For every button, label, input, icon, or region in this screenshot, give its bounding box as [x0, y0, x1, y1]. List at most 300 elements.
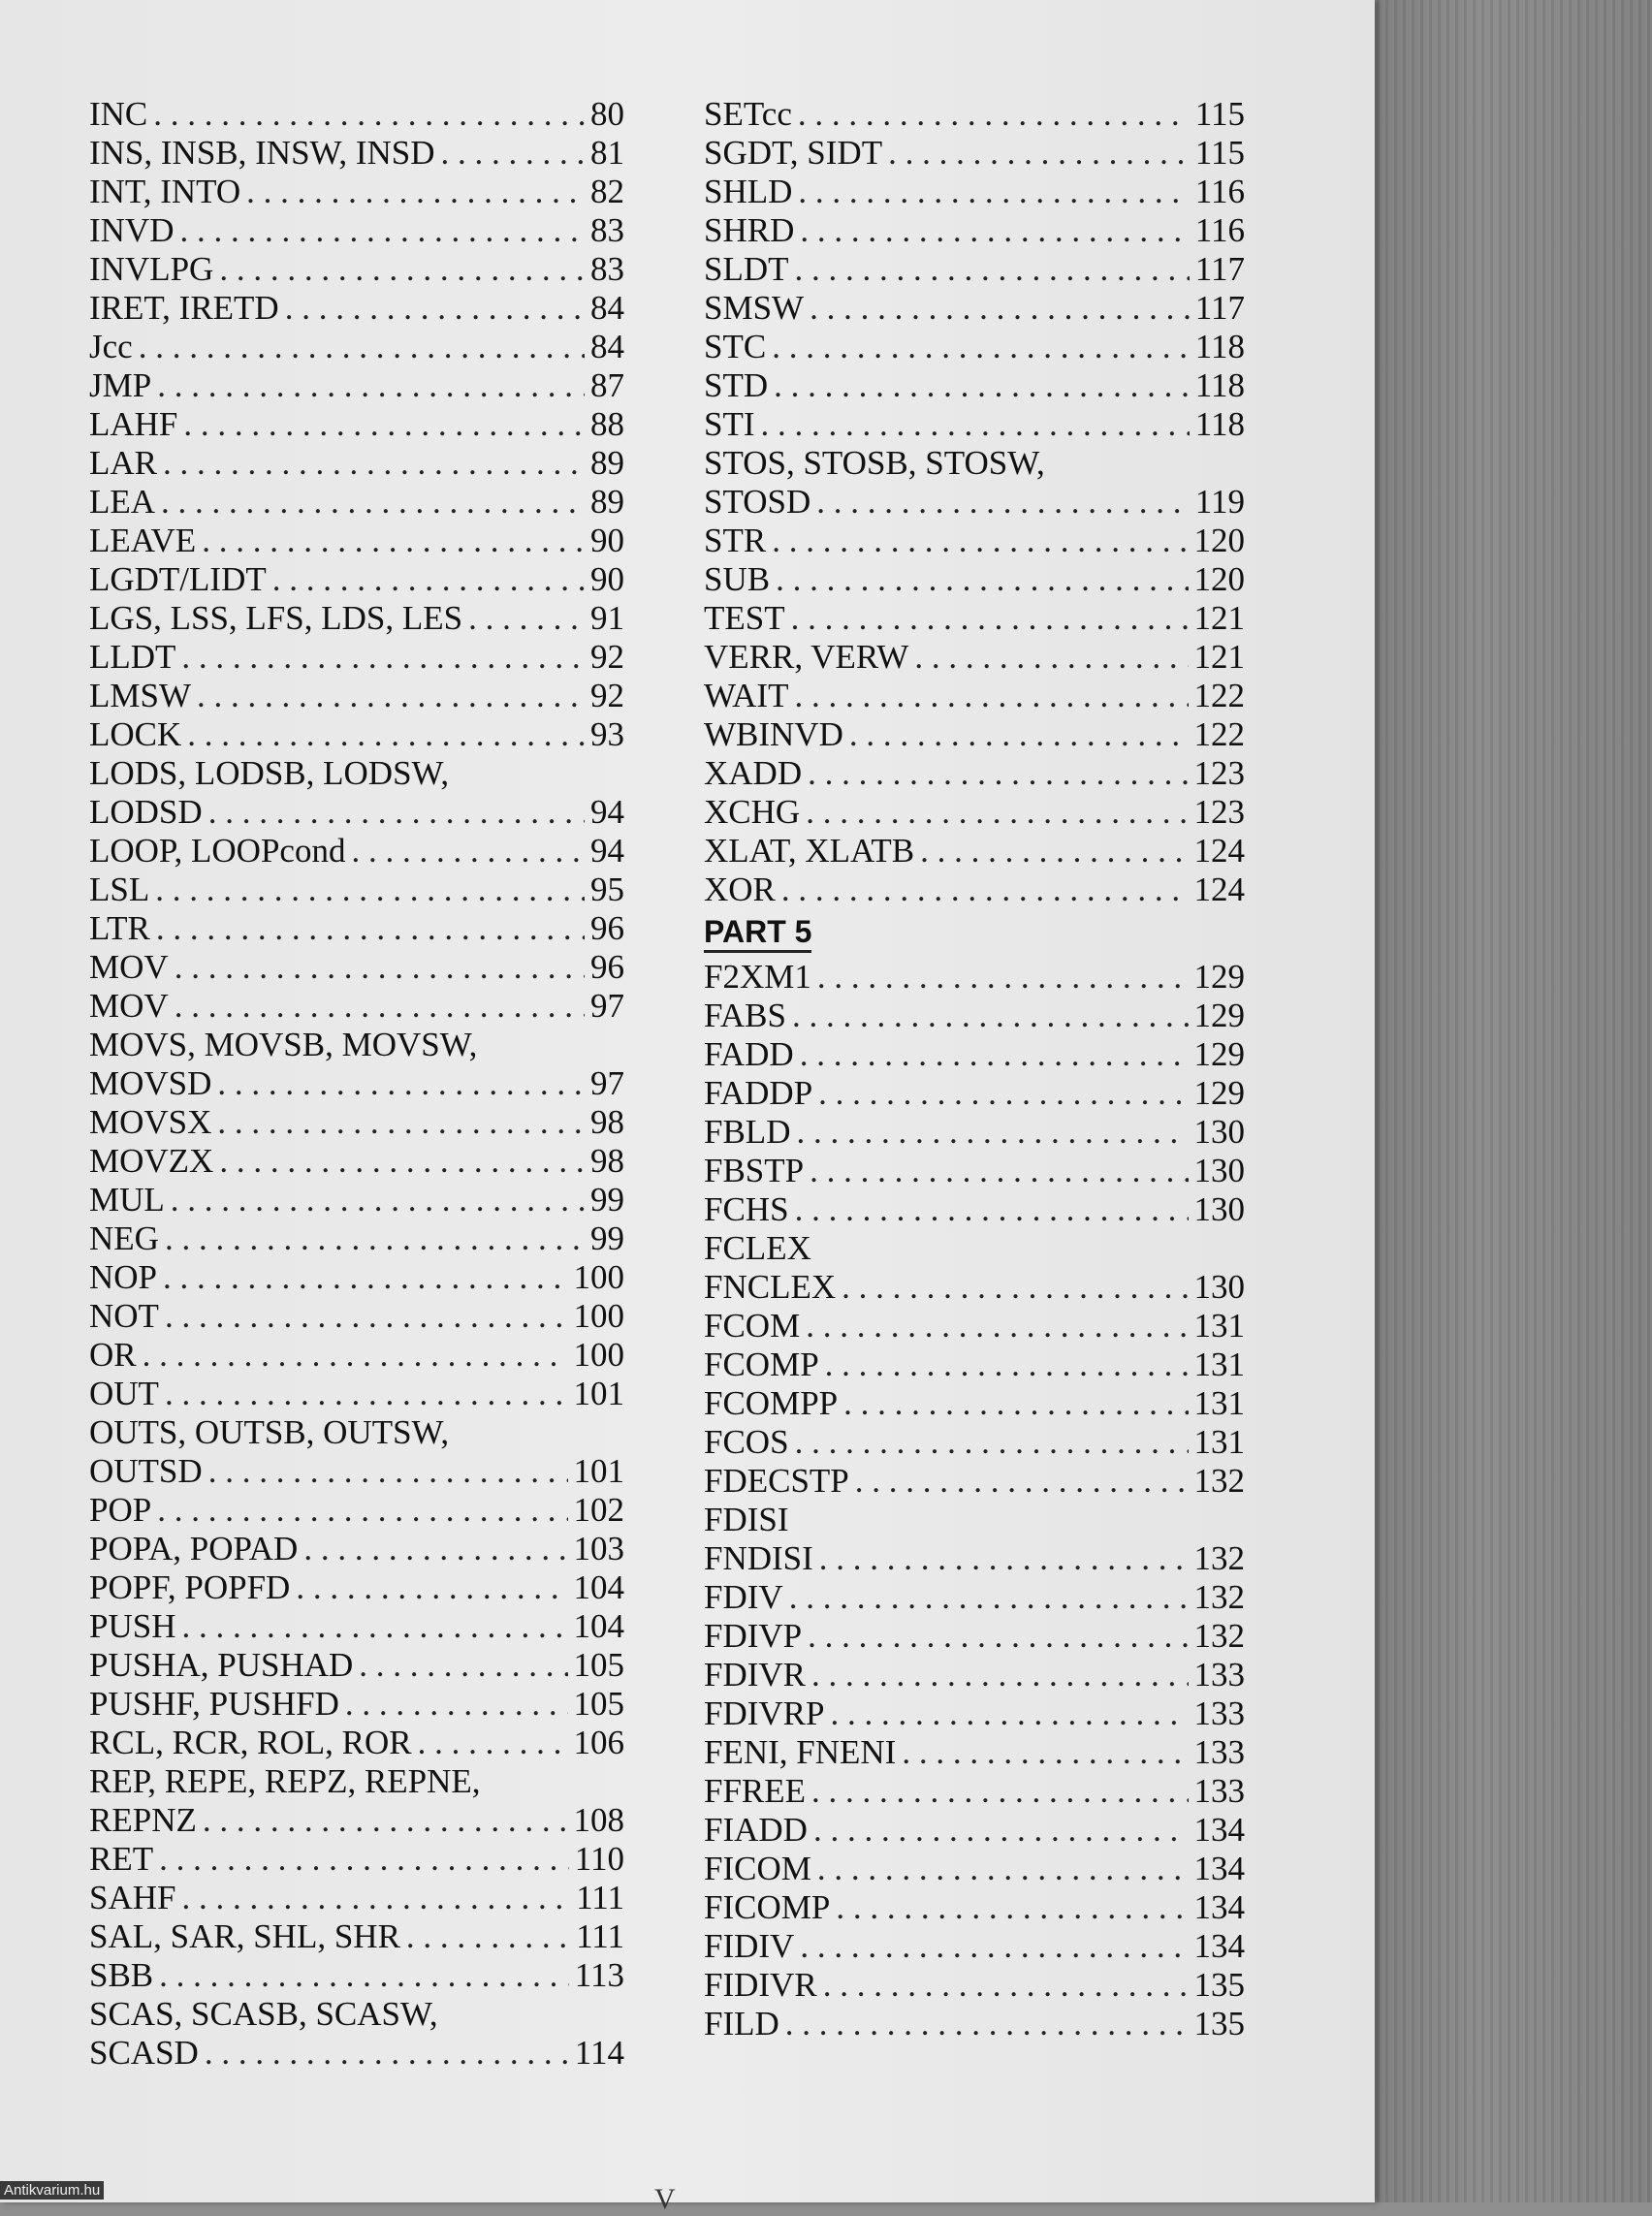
entry-name: SAL, SAR, SHL, SHR [89, 1917, 400, 1955]
entry-name: NOT [89, 1297, 159, 1335]
dot-leader [811, 1772, 1188, 1811]
entry-name: FNDISI [704, 1539, 813, 1577]
dot-leader [272, 560, 585, 599]
dot-leader [800, 1035, 1189, 1074]
entry-page-number: 103 [573, 1530, 624, 1567]
dot-leader [175, 948, 585, 987]
dot-leader [800, 211, 1189, 250]
index-entry [704, 1772, 1245, 1811]
entry-page-number: 134 [1193, 1850, 1245, 1887]
index-entry [89, 677, 624, 715]
index-entry [89, 1219, 624, 1258]
dot-leader [808, 754, 1188, 793]
entry-name: REPNZ [89, 1801, 197, 1839]
entry-name: VERR, VERW [704, 638, 909, 676]
entry-name: INT, INTO [89, 173, 241, 210]
dot-leader [157, 366, 585, 405]
entry-page-number: 120 [1193, 560, 1245, 598]
dot-leader [855, 1462, 1189, 1501]
index-entry [704, 1578, 1245, 1617]
dot-leader [155, 871, 585, 909]
dot-leader [181, 638, 585, 677]
entry-name: TEST [704, 599, 785, 637]
dot-leader [810, 1152, 1188, 1190]
dot-leader [197, 677, 585, 715]
entry-page-number: 104 [573, 1568, 624, 1606]
entry-page-number: 131 [1193, 1345, 1245, 1383]
entry-name: OUT [89, 1375, 159, 1412]
index-entry [704, 1462, 1245, 1501]
index-entry [704, 1617, 1245, 1656]
index-entry [89, 1995, 624, 2034]
entry-name: POPA, POPAD [89, 1530, 299, 1567]
entry-name: Jcc [89, 328, 133, 365]
index-entry [704, 1190, 1245, 1229]
dot-leader [808, 1617, 1188, 1656]
dot-leader [792, 997, 1189, 1035]
entry-page-number: 92 [590, 677, 624, 714]
entry-page-number: 105 [573, 1646, 624, 1684]
entry-name: SUB [704, 560, 771, 598]
dot-leader [418, 1724, 568, 1762]
entry-name: FNCLEX [704, 1268, 837, 1306]
entry-name: FENI, FNENI [704, 1733, 897, 1771]
entry-name: RCL, RCR, ROL, ROR [89, 1724, 412, 1761]
entry-page-number: 88 [590, 405, 624, 443]
index-entry [89, 250, 624, 289]
entry-page-number: 100 [573, 1336, 624, 1374]
entry-name: LEA [89, 483, 156, 521]
dot-leader [795, 1423, 1189, 1462]
index-entry [704, 1113, 1245, 1152]
index-entry [704, 1152, 1245, 1190]
index-entry [89, 638, 624, 677]
entry-page-number: 90 [590, 522, 624, 559]
dot-leader [914, 638, 1188, 677]
dot-leader [303, 1530, 567, 1568]
entry-name: XADD [704, 754, 803, 792]
entry-name: SCAS, SCASB, SCASW, [89, 1995, 438, 2033]
entry-name: FCOS [704, 1423, 789, 1461]
dot-leader [800, 1927, 1188, 1966]
entry-name: STI [704, 405, 755, 443]
entry-name: XLAT, XLATB [704, 832, 915, 870]
index-entry [704, 1850, 1245, 1888]
dot-leader [781, 871, 1189, 909]
entry-page-number: 95 [590, 871, 624, 908]
dot-leader [817, 1850, 1189, 1888]
dot-leader [181, 1879, 570, 1917]
index-entry [89, 1956, 624, 1995]
entry-page-number: 130 [1193, 1152, 1245, 1189]
entry-name: FADD [704, 1035, 794, 1073]
dot-leader [159, 1956, 569, 1995]
entry-page-number: 132 [1193, 1462, 1245, 1500]
dot-leader [813, 1811, 1189, 1850]
entry-page-number: 96 [590, 909, 624, 947]
index-entry [89, 987, 624, 1026]
entry-page-number: 132 [1193, 1617, 1245, 1655]
entry-name: FCOM [704, 1307, 801, 1345]
dot-leader [143, 1336, 568, 1375]
dot-leader [157, 1491, 567, 1530]
entry-page-number: 133 [1193, 1733, 1245, 1771]
dot-leader [785, 2005, 1189, 2043]
entry-page-number: 100 [573, 1258, 624, 1296]
dot-leader [810, 289, 1190, 328]
entry-page-number: 100 [573, 1297, 624, 1335]
entry-name: MUL [89, 1181, 165, 1219]
dot-leader [161, 483, 585, 522]
entry-name: OR [89, 1336, 137, 1374]
entry-name: SBB [89, 1956, 154, 1994]
index-entry [89, 134, 624, 173]
dot-leader [468, 599, 585, 638]
dot-leader [296, 1568, 567, 1607]
dot-leader [798, 173, 1189, 211]
entry-page-number: 129 [1193, 1074, 1245, 1112]
entry-name: WBINVD [704, 715, 843, 753]
index-entry [704, 638, 1245, 677]
index-entry [704, 1268, 1245, 1307]
entry-page-number: 118 [1194, 405, 1245, 443]
entry-page-number: 104 [573, 1607, 624, 1645]
dot-leader [179, 211, 585, 250]
entry-name: SGDT, SIDT [704, 134, 883, 172]
index-entry [89, 522, 624, 560]
entry-page-number: 89 [590, 483, 624, 521]
index-entry [89, 405, 624, 444]
dot-leader [217, 1064, 585, 1103]
dot-leader [165, 1219, 585, 1258]
entry-page-number: 135 [1193, 1966, 1245, 2004]
dot-leader [819, 1539, 1189, 1578]
entry-name: POPF, POPFD [89, 1568, 291, 1606]
entry-name: STC [704, 328, 767, 365]
entry-page-number: 132 [1193, 1539, 1245, 1577]
index-entry [89, 173, 624, 211]
dot-leader [830, 1694, 1188, 1733]
index-entry [704, 1966, 1245, 2005]
entry-page-number: 93 [590, 715, 624, 753]
index-entry [89, 1452, 624, 1491]
index-entry [704, 1345, 1245, 1384]
entry-name: MOV [89, 948, 169, 986]
entry-page-number: 134 [1193, 1927, 1245, 1965]
dot-leader [806, 1307, 1188, 1345]
entry-name: LGDT/LIDT [89, 560, 267, 598]
index-entry [704, 1384, 1245, 1423]
entry-page-number: 135 [1193, 2005, 1245, 2042]
entry-page-number: 83 [590, 211, 624, 249]
index-entry [704, 715, 1245, 754]
index-entry [704, 1811, 1245, 1850]
entry-name: INS, INSB, INSW, INSD [89, 134, 435, 172]
entry-name: OUTSD [89, 1452, 203, 1490]
dot-leader [825, 1345, 1189, 1384]
entry-page-number: 82 [590, 173, 624, 210]
entry-name: FDIV [704, 1578, 783, 1616]
index-entry [89, 909, 624, 948]
dot-leader [920, 832, 1188, 871]
index-entry [89, 483, 624, 522]
dot-leader [175, 987, 585, 1026]
dot-leader [902, 1733, 1188, 1772]
entry-name: FICOM [704, 1850, 811, 1887]
index-entry [704, 1539, 1245, 1578]
index-entry [89, 1762, 624, 1801]
dot-leader [219, 1142, 585, 1181]
index-entry [89, 1258, 624, 1297]
entry-name: LODSD [89, 793, 203, 831]
entry-name: LOCK [89, 715, 182, 753]
dot-leader [836, 1888, 1188, 1927]
index-entry [704, 95, 1245, 134]
dot-leader [345, 1685, 568, 1724]
entry-page-number: 129 [1193, 958, 1245, 996]
entry-name: INC [89, 95, 148, 133]
entry-name: LSL [89, 871, 150, 908]
entry-name: FBSTP [704, 1152, 805, 1189]
index-entry [89, 715, 624, 754]
entry-name: SLDT [704, 250, 789, 288]
entry-page-number: 121 [1193, 599, 1245, 637]
index-entry [704, 134, 1245, 173]
index-entry [89, 832, 624, 871]
entry-page-number: 83 [590, 250, 624, 288]
index-entry [89, 948, 624, 987]
entry-page-number: 115 [1194, 95, 1245, 133]
index-entry [89, 599, 624, 638]
entry-page-number: 101 [573, 1375, 624, 1412]
dot-leader [796, 1113, 1188, 1152]
entry-name: PUSHA, PUSHAD [89, 1646, 354, 1684]
index-entry [89, 1181, 624, 1219]
entry-page-number: 132 [1193, 1578, 1245, 1616]
entry-page-number: 102 [573, 1491, 624, 1529]
entry-name: FDIVR [704, 1656, 807, 1694]
entry-name: LAR [89, 444, 157, 482]
entry-name: LEAVE [89, 522, 197, 559]
dot-leader [774, 366, 1190, 405]
entry-page-number: 106 [573, 1724, 624, 1761]
entry-name: NOP [89, 1258, 158, 1296]
entry-name: STOS, STOSB, STOSW, [704, 444, 1045, 482]
entry-name: STR [704, 522, 767, 559]
entry-name: INVD [89, 211, 175, 249]
entry-name: LODS, LODSB, LODSW, [89, 754, 450, 792]
dot-leader [791, 599, 1189, 638]
entry-name: REP, REPE, REPZ, REPNE, [89, 1762, 481, 1800]
index-entry [89, 1413, 624, 1452]
index-entry [704, 211, 1245, 250]
entry-page-number: 129 [1193, 1035, 1245, 1073]
entry-name: FFREE [704, 1772, 807, 1810]
entry-name: LMSW [89, 677, 191, 714]
entry-name: WAIT [704, 677, 789, 714]
index-entry [89, 754, 624, 793]
dot-leader [843, 1384, 1188, 1423]
entry-page-number: 80 [590, 95, 624, 133]
index-entry [89, 1607, 624, 1646]
entry-name: JMP [89, 366, 152, 404]
entry-page-number: 92 [590, 638, 624, 676]
dot-leader [205, 2034, 569, 2073]
entry-name: SETcc [704, 95, 792, 133]
index-entry [704, 328, 1245, 366]
entry-name: FADDP [704, 1074, 813, 1112]
entry-name: LAHF [89, 405, 178, 443]
entry-name: MOVS, MOVSB, MOVSW, [89, 1026, 478, 1063]
wood-background [1375, 0, 1652, 2202]
index-entry [704, 444, 1245, 483]
index-entry [89, 1142, 624, 1181]
entry-name: OUTS, OUTSB, OUTSW, [89, 1413, 450, 1451]
entry-page-number: 111 [576, 1917, 624, 1955]
dot-leader [208, 793, 585, 832]
entry-page-number: 110 [574, 1840, 624, 1878]
entry-name: FDECSTP [704, 1462, 849, 1500]
entry-name: LGS, LSS, LFS, LDS, LES [89, 599, 463, 637]
dot-leader [806, 793, 1188, 832]
entry-page-number: 89 [590, 444, 624, 482]
dot-leader [165, 1297, 568, 1336]
index-entry [704, 250, 1245, 289]
right-index-column [704, 95, 1245, 2043]
index-entry [704, 1074, 1245, 1113]
entry-name: FBLD [704, 1113, 791, 1151]
entry-name: FCLEX [704, 1229, 811, 1267]
entry-name: STOSD [704, 483, 811, 521]
index-entry [89, 1724, 624, 1762]
entry-page-number: 133 [1193, 1656, 1245, 1694]
index-entry [89, 1646, 624, 1685]
entry-page-number: 133 [1193, 1694, 1245, 1732]
entry-page-number: 130 [1193, 1113, 1245, 1151]
entry-page-number: 131 [1193, 1423, 1245, 1461]
entry-page-number: 123 [1193, 754, 1245, 792]
entry-page-number: 87 [590, 366, 624, 404]
index-entry [89, 1297, 624, 1336]
index-entry [89, 444, 624, 483]
entry-page-number: 98 [590, 1103, 624, 1141]
page-folio: V [654, 2183, 676, 2215]
entry-name: SHLD [704, 173, 793, 210]
entry-name: FCOMP [704, 1345, 819, 1383]
entry-name: MOVZX [89, 1142, 214, 1180]
entry-name: XOR [704, 871, 776, 908]
entry-page-number: 118 [1194, 366, 1245, 404]
entry-page-number: 120 [1193, 522, 1245, 559]
dot-leader [203, 1801, 568, 1840]
entry-name: FABS [704, 997, 786, 1034]
entry-page-number: 99 [590, 1181, 624, 1219]
dot-leader [163, 1258, 567, 1297]
entry-name: SMSW [704, 289, 805, 327]
entry-page-number: 119 [1194, 483, 1245, 521]
entry-page-number: 130 [1193, 1190, 1245, 1228]
index-entry [704, 997, 1245, 1035]
entry-name: FIDIV [704, 1927, 795, 1965]
entry-page-number: 131 [1193, 1307, 1245, 1345]
dot-leader [181, 1607, 567, 1646]
entry-page-number: 124 [1193, 832, 1245, 870]
index-entry [89, 871, 624, 909]
entry-page-number: 116 [1194, 211, 1245, 249]
dot-leader [811, 1656, 1188, 1694]
dot-leader [795, 250, 1190, 289]
dot-leader [816, 483, 1190, 522]
entry-page-number: 113 [574, 1956, 624, 1994]
dot-leader [351, 832, 585, 871]
entry-name: SCASD [89, 2034, 199, 2072]
dot-leader [359, 1646, 567, 1685]
entry-page-number: 115 [1194, 134, 1245, 172]
entry-name: LTR [89, 909, 150, 947]
entry-page-number: 114 [574, 2034, 624, 2072]
index-entry [704, 2005, 1245, 2043]
entry-page-number: 94 [590, 832, 624, 870]
entry-name: PUSH [89, 1607, 176, 1645]
entry-page-number: 133 [1193, 1772, 1245, 1810]
index-entry [704, 483, 1245, 522]
dot-leader [795, 1190, 1189, 1229]
index-entry [89, 1879, 624, 1917]
entry-page-number: 84 [590, 328, 624, 365]
entry-name: FDIVRP [704, 1694, 825, 1732]
dot-leader [849, 715, 1189, 754]
entry-page-number: 111 [576, 1879, 624, 1916]
entry-name: STD [704, 366, 769, 404]
dot-leader [888, 134, 1190, 173]
index-entry [89, 1801, 624, 1840]
index-entry [89, 95, 624, 134]
dot-leader [772, 522, 1188, 560]
index-entry [89, 328, 624, 366]
index-entry [704, 1927, 1245, 1966]
index-entry [704, 1694, 1245, 1733]
dot-leader [187, 715, 585, 754]
dot-leader [818, 1074, 1188, 1113]
dot-leader [842, 1268, 1188, 1307]
index-entry [704, 754, 1245, 793]
entry-name: MOVSD [89, 1064, 212, 1102]
index-entry [704, 832, 1245, 871]
index-entry [89, 560, 624, 599]
dot-leader [406, 1917, 570, 1956]
dot-leader [285, 289, 585, 328]
dot-leader [171, 1181, 585, 1219]
index-entry [704, 958, 1245, 997]
entry-name: RET [89, 1840, 154, 1878]
index-entry [704, 366, 1245, 405]
entry-name: FDIVP [704, 1617, 803, 1655]
dot-leader [798, 95, 1190, 134]
entry-page-number: 116 [1194, 173, 1245, 210]
entry-name: MOVSX [89, 1103, 212, 1141]
index-entry [89, 1375, 624, 1413]
entry-name: FILD [704, 2005, 779, 2042]
left-index-column [89, 95, 624, 2073]
dot-leader [202, 522, 585, 560]
entry-page-number: 123 [1193, 793, 1245, 831]
entry-page-number: 122 [1193, 677, 1245, 714]
index-entry [89, 1917, 624, 1956]
entry-page-number: 134 [1193, 1888, 1245, 1926]
dot-leader [772, 328, 1190, 366]
dot-leader [159, 1840, 569, 1879]
entry-name: SAHF [89, 1879, 176, 1916]
